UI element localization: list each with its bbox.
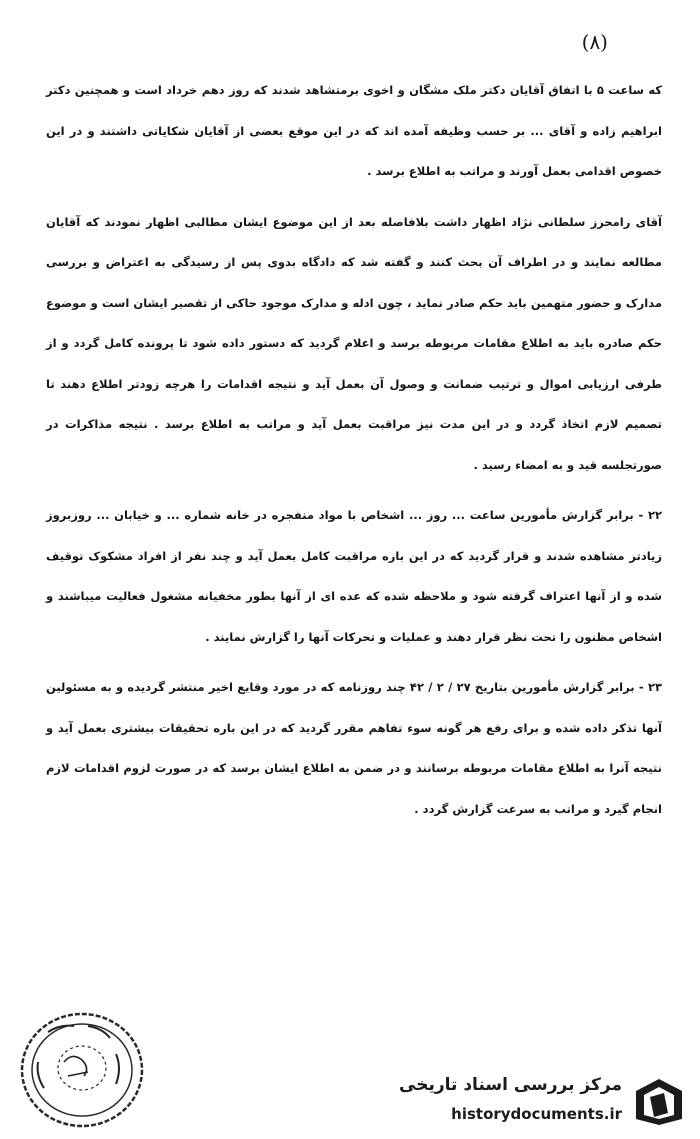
paragraph-intro: که ساعت ۵ با اتفاق آقایان دکتر ملک مشگان و اخوی برمتشاهد شدند که روز دهم خرداد است و همچنین دکتر ابراهیم زاده و آقای ... بر حسب وظیفه آمده اند که در این موقع بعضی از آقایان شکایاتی داشتند و در این خصوص اقدامی بعمل آورند و مراتب به اطلاع برسد .	[46, 83, 662, 178]
page-number: (۸)	[581, 30, 608, 54]
document-body	[46, 70, 662, 839]
paragraph-meeting: آقای رامحرز سلطانی نژاد اظهار داشت بلافاصله بعد از این موضوع ایشان مطالبی اظهار نمودند که آقایان مطالعه نمایند و در اطراف آن بحث کنند و گفته شد که دادگاه بدوی پس از رسیدگی به اعتراض و بررسی مدارک و حضور متهمین باید حکم صادر نماید ، چون ادله و مدارک موجود حاکی از تقصیر ایشان است و موضوع حکم صادره باید به اطلاع مقامات مربوطه برسد و اعلام گردید که دستور داده شود تا پرونده کامل گردد و از طرفی ارزیابی اموال و ترتیب ضمانت و وصول آن بعمل آید و نتیجه اقدامات را هرچه زودتر اطلاع دهند تا تصمیم لازم اتخاذ گردد و در این مدت نیز مراقبت بعمل آید و مراتب به اطلاع برسد . نتیجه مذاکرات در صورتجلسه قید و به امضاء رسید .	[46, 214, 662, 472]
paragraph-item-23: ۲۳ - برابر گزارش مأمورین بتاریخ ۲۷ / ۲ / ۴۲ چند روزنامه که در مورد وقایع اخیر منتشر گردیده و به مسئولین آنها تذکر داده شده و برای رفع هر گونه سوء تفاهم مقرر گردید که در این باره تحقیقات بیشتری بعمل آید و نتیجه آنرا به اطلاع مقامات مربوطه برسانند و در ضمن به اطلاع ایشان برسد که در صورت لزوم اقدامات لازم انجام گیرد و مراتب به سرعت گزارش گردد .	[46, 680, 662, 816]
watermark-title: مرکز بررسی اسناد تاریخی	[399, 1075, 622, 1095]
paragraph-item-22: ۲۲ - برابر گزارش مأمورین ساعت ... روز ... اشخاص با مواد منفجره در خانه شماره ... و خیابان ... روزبروز زیادتر مشاهده شدند و قرار گردید که در این باره مراقبت کامل بعمل آید و چند نفر از افراد مشکوک توقیف شده و از آنها اعتراف گرفته شود و ملاحظه شده که عده ای از آنها بطور مخفیانه مشغول فعالیت میباشند و اشخاص مظنون را تحت نظر قرار دهند و عملیات و تحرکات آنها را گزارش نمایند .	[46, 508, 662, 644]
watermark	[392, 1071, 692, 1133]
watermark-url: historydocuments.ir	[451, 1105, 622, 1123]
archive-logo-icon	[630, 1075, 688, 1129]
official-stamp-seal	[8, 1002, 148, 1134]
